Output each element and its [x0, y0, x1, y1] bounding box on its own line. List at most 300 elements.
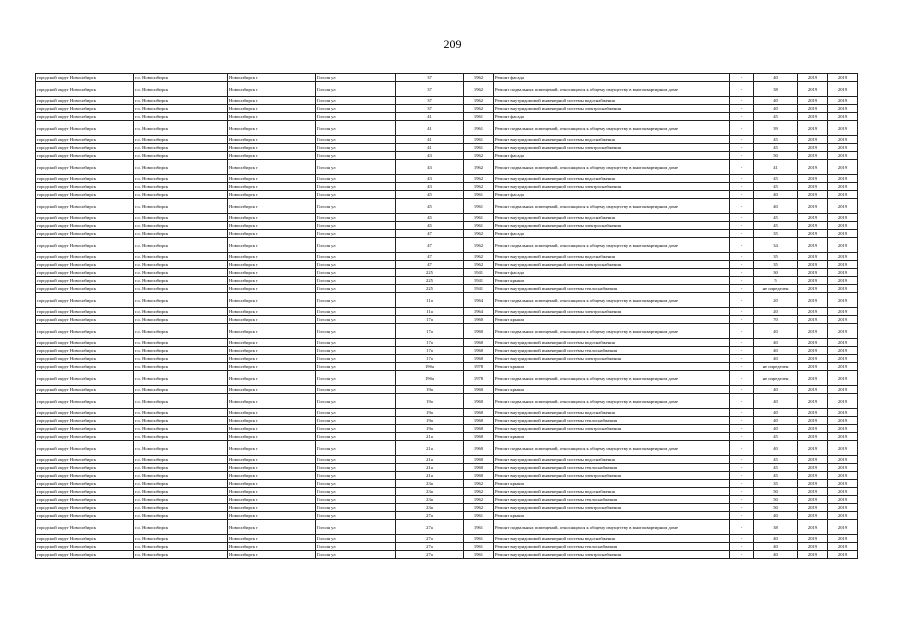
- dash-cell: -: [730, 480, 754, 488]
- dash-cell: -: [730, 253, 754, 261]
- year-end-cell: 2019: [828, 105, 858, 113]
- city-cell: Новосибирск г: [228, 409, 316, 417]
- year-end-cell: 2019: [828, 199, 858, 214]
- municipality-cell: городской округ Новосибирск: [36, 480, 134, 488]
- district-cell: г.о. Новосибирск: [134, 214, 228, 222]
- house-cell: 21а: [396, 441, 464, 456]
- district-cell: г.о. Новосибирск: [134, 113, 228, 121]
- municipality-cell: городской округ Новосибирск: [36, 316, 134, 324]
- dash-cell: -: [730, 269, 754, 277]
- house-cell: 17а: [396, 347, 464, 355]
- dash-cell: -: [730, 371, 754, 386]
- street-cell: Гоголя ул: [316, 535, 396, 543]
- work-type-cell: Ремонт крыши: [494, 363, 730, 371]
- work-type-cell: Ремонт подвальных помещений, относящихся к общему имуществу в многоквартирном доме: [494, 371, 730, 386]
- municipality-cell: городской округ Новосибирск: [36, 472, 134, 480]
- dash-cell: -: [730, 308, 754, 316]
- work-type-cell: Ремонт внутридомовой инженерной системы электроснабжения: [494, 261, 730, 269]
- street-cell: Гоголя ул: [316, 253, 396, 261]
- city-cell: Новосибирск г: [228, 152, 316, 160]
- dash-cell: -: [730, 339, 754, 347]
- table-row: [36, 394, 858, 409]
- year-end-cell: 2019: [828, 277, 858, 285]
- year-end-cell: 2019: [828, 152, 858, 160]
- table-row: [36, 253, 858, 261]
- table-row: [36, 308, 858, 316]
- table-row: [36, 472, 858, 480]
- year-start-cell: 2019: [798, 238, 828, 253]
- district-cell: г.о. Новосибирск: [134, 82, 228, 97]
- year-start-cell: 2019: [798, 316, 828, 324]
- dash-cell: -: [730, 105, 754, 113]
- house-cell: 27а: [396, 520, 464, 535]
- district-cell: г.о. Новосибирск: [134, 253, 228, 261]
- district-cell: г.о. Новосибирск: [134, 238, 228, 253]
- dash-cell: -: [730, 74, 754, 82]
- dash-cell: -: [730, 417, 754, 425]
- table-row: [36, 488, 858, 496]
- city-cell: Новосибирск г: [228, 230, 316, 238]
- street-cell: Гоголя ул: [316, 74, 396, 82]
- street-cell: Гоголя ул: [316, 425, 396, 433]
- city-cell: Новосибирск г: [228, 308, 316, 316]
- house-cell: 27а: [396, 535, 464, 543]
- table-row: [36, 512, 858, 520]
- work-type-cell: Ремонт фасада: [494, 230, 730, 238]
- year-built-cell: 1964: [464, 308, 494, 316]
- city-cell: Новосибирск г: [228, 113, 316, 121]
- dash-cell: -: [730, 464, 754, 472]
- house-cell: 43: [396, 175, 464, 183]
- table-row: [36, 520, 858, 535]
- municipality-cell: городской округ Новосибирск: [36, 551, 134, 559]
- district-cell: г.о. Новосибирск: [134, 394, 228, 409]
- house-cell: 23а: [396, 504, 464, 512]
- year-end-cell: 2019: [828, 496, 858, 504]
- year-built-cell: 1960: [464, 425, 494, 433]
- house-cell: 37: [396, 97, 464, 105]
- year-end-cell: 2019: [828, 74, 858, 82]
- year-end-cell: 2019: [828, 144, 858, 152]
- value-cell: 50: [754, 488, 798, 496]
- city-cell: Новосибирск г: [228, 277, 316, 285]
- street-cell: Гоголя ул: [316, 191, 396, 199]
- table-row: [36, 433, 858, 441]
- work-type-cell: Ремонт крыши: [494, 277, 730, 285]
- house-cell: 41: [396, 144, 464, 152]
- municipality-cell: городской округ Новосибирск: [36, 230, 134, 238]
- year-built-cell: 1962: [464, 175, 494, 183]
- house-cell: 45: [396, 199, 464, 214]
- dash-cell: -: [730, 175, 754, 183]
- street-cell: Гоголя ул: [316, 386, 396, 394]
- table-row: [36, 496, 858, 504]
- year-start-cell: 2019: [798, 285, 828, 293]
- year-built-cell: 1961: [464, 551, 494, 559]
- work-type-cell: Ремонт фасада: [494, 152, 730, 160]
- street-cell: Гоголя ул: [316, 456, 396, 464]
- year-end-cell: 2019: [828, 417, 858, 425]
- year-built-cell: 1960: [464, 472, 494, 480]
- dash-cell: -: [730, 496, 754, 504]
- district-cell: г.о. Новосибирск: [134, 277, 228, 285]
- municipality-cell: городской округ Новосибирск: [36, 441, 134, 456]
- year-start-cell: 2019: [798, 339, 828, 347]
- house-cell: 23а: [396, 496, 464, 504]
- street-cell: Гоголя ул: [316, 464, 396, 472]
- year-start-cell: 2019: [798, 504, 828, 512]
- district-cell: г.о. Новосибирск: [134, 551, 228, 559]
- year-start-cell: 2019: [798, 175, 828, 183]
- work-type-cell: Ремонт внутридомовой инженерной системы теплоснабжения: [494, 285, 730, 293]
- house-cell: 19а: [396, 394, 464, 409]
- year-built-cell: 1962: [464, 82, 494, 97]
- year-built-cell: 1961: [464, 144, 494, 152]
- work-type-cell: Ремонт внутридомовой инженерной системы электроснабжения: [494, 105, 730, 113]
- street-cell: Гоголя ул: [316, 520, 396, 535]
- district-cell: г.о. Новосибирск: [134, 160, 228, 175]
- district-cell: г.о. Новосибирск: [134, 269, 228, 277]
- dash-cell: -: [730, 136, 754, 144]
- value-cell: 40: [754, 199, 798, 214]
- value-cell: не определен: [754, 363, 798, 371]
- table-row: [36, 417, 858, 425]
- district-cell: г.о. Новосибирск: [134, 480, 228, 488]
- dash-cell: -: [730, 504, 754, 512]
- dash-cell: -: [730, 394, 754, 409]
- street-cell: Гоголя ул: [316, 417, 396, 425]
- table-row: [36, 347, 858, 355]
- year-end-cell: 2019: [828, 464, 858, 472]
- year-built-cell: 1962: [464, 504, 494, 512]
- value-cell: 45: [754, 214, 798, 222]
- table-row: [36, 152, 858, 160]
- value-cell: 40: [754, 394, 798, 409]
- year-built-cell: 1961: [464, 535, 494, 543]
- district-cell: г.о. Новосибирск: [134, 152, 228, 160]
- year-end-cell: 2019: [828, 308, 858, 316]
- city-cell: Новосибирск г: [228, 191, 316, 199]
- value-cell: 40: [754, 74, 798, 82]
- city-cell: Новосибирск г: [228, 504, 316, 512]
- city-cell: Новосибирск г: [228, 417, 316, 425]
- street-cell: Гоголя ул: [316, 183, 396, 191]
- district-cell: г.о. Новосибирск: [134, 97, 228, 105]
- value-cell: 20: [754, 308, 798, 316]
- year-end-cell: 2019: [828, 121, 858, 136]
- district-cell: г.о. Новосибирск: [134, 417, 228, 425]
- dash-cell: -: [730, 183, 754, 191]
- dash-cell: -: [730, 551, 754, 559]
- table-row: [36, 386, 858, 394]
- municipality-cell: городской округ Новосибирск: [36, 293, 134, 308]
- municipality-cell: городской округ Новосибирск: [36, 488, 134, 496]
- work-type-cell: Ремонт внутридомовой инженерной системы водоснабжения: [494, 456, 730, 464]
- street-cell: Гоголя ул: [316, 277, 396, 285]
- dash-cell: -: [730, 199, 754, 214]
- value-cell: 30: [754, 269, 798, 277]
- district-cell: г.о. Новосибирск: [134, 175, 228, 183]
- year-start-cell: 2019: [798, 121, 828, 136]
- value-cell: 50: [754, 496, 798, 504]
- table-row: [36, 355, 858, 363]
- municipality-cell: городской округ Новосибирск: [36, 253, 134, 261]
- year-end-cell: 2019: [828, 480, 858, 488]
- year-start-cell: 2019: [798, 136, 828, 144]
- house-cell: 41: [396, 113, 464, 121]
- district-cell: г.о. Новосибирск: [134, 363, 228, 371]
- table-row: [36, 535, 858, 543]
- year-start-cell: 2019: [798, 74, 828, 82]
- dash-cell: -: [730, 144, 754, 152]
- street-cell: Гоголя ул: [316, 144, 396, 152]
- district-cell: г.о. Новосибирск: [134, 261, 228, 269]
- city-cell: Новосибирск г: [228, 316, 316, 324]
- municipality-cell: городской округ Новосибирск: [36, 535, 134, 543]
- value-cell: 5: [754, 277, 798, 285]
- district-cell: г.о. Новосибирск: [134, 136, 228, 144]
- table-row: [36, 324, 858, 339]
- table-row: [36, 269, 858, 277]
- city-cell: Новосибирск г: [228, 496, 316, 504]
- year-end-cell: 2019: [828, 222, 858, 230]
- year-end-cell: 2019: [828, 355, 858, 363]
- house-cell: 17а: [396, 355, 464, 363]
- year-start-cell: 2019: [798, 113, 828, 121]
- table-row: [36, 160, 858, 175]
- value-cell: 40: [754, 324, 798, 339]
- work-type-cell: Ремонт внутридомовой инженерной системы водоснабжения: [494, 253, 730, 261]
- value-cell: 45: [754, 433, 798, 441]
- table-row: [36, 551, 858, 559]
- street-cell: Гоголя ул: [316, 261, 396, 269]
- dash-cell: -: [730, 152, 754, 160]
- city-cell: Новосибирск г: [228, 253, 316, 261]
- year-start-cell: 2019: [798, 433, 828, 441]
- dash-cell: -: [730, 409, 754, 417]
- year-start-cell: 2019: [798, 214, 828, 222]
- street-cell: Гоголя ул: [316, 512, 396, 520]
- year-end-cell: 2019: [828, 441, 858, 456]
- value-cell: 40: [754, 409, 798, 417]
- district-cell: г.о. Новосибирск: [134, 409, 228, 417]
- house-cell: 21а: [396, 456, 464, 464]
- year-built-cell: 1962: [464, 183, 494, 191]
- street-cell: Гоголя ул: [316, 293, 396, 308]
- street-cell: Гоголя ул: [316, 504, 396, 512]
- year-end-cell: 2019: [828, 113, 858, 121]
- year-built-cell: 1964: [464, 293, 494, 308]
- house-cell: 17а: [396, 316, 464, 324]
- work-type-cell: Ремонт внутридомовой инженерной системы теплоснабжения: [494, 464, 730, 472]
- municipality-cell: городской округ Новосибирск: [36, 417, 134, 425]
- dash-cell: -: [730, 230, 754, 238]
- city-cell: Новосибирск г: [228, 285, 316, 293]
- dash-cell: -: [730, 386, 754, 394]
- city-cell: Новосибирск г: [228, 199, 316, 214]
- value-cell: 35: [754, 261, 798, 269]
- city-cell: Новосибирск г: [228, 175, 316, 183]
- year-start-cell: 2019: [798, 371, 828, 386]
- district-cell: г.о. Новосибирск: [134, 191, 228, 199]
- value-cell: 45: [754, 472, 798, 480]
- street-cell: Гоголя ул: [316, 82, 396, 97]
- city-cell: Новосибирск г: [228, 441, 316, 456]
- house-cell: 43: [396, 160, 464, 175]
- work-type-cell: Ремонт подвальных помещений, относящихся к общему имуществу в многоквартирном доме: [494, 293, 730, 308]
- city-cell: Новосибирск г: [228, 144, 316, 152]
- work-type-cell: Ремонт внутридомовой инженерной системы электроснабжения: [494, 222, 730, 230]
- table-row: [36, 261, 858, 269]
- work-type-cell: Ремонт внутридомовой инженерной системы водоснабжения: [494, 214, 730, 222]
- street-cell: Гоголя ул: [316, 316, 396, 324]
- year-start-cell: 2019: [798, 394, 828, 409]
- year-end-cell: 2019: [828, 504, 858, 512]
- city-cell: Новосибирск г: [228, 269, 316, 277]
- year-end-cell: 2019: [828, 488, 858, 496]
- table-row: [36, 230, 858, 238]
- district-cell: г.о. Новосибирск: [134, 183, 228, 191]
- year-start-cell: 2019: [798, 417, 828, 425]
- table-row: [36, 363, 858, 371]
- year-end-cell: 2019: [828, 394, 858, 409]
- table-row: [36, 121, 858, 136]
- house-cell: 21а: [396, 433, 464, 441]
- dash-cell: -: [730, 543, 754, 551]
- year-end-cell: 2019: [828, 160, 858, 175]
- year-start-cell: 2019: [798, 512, 828, 520]
- year-built-cell: 1962: [464, 488, 494, 496]
- year-built-cell: 1960: [464, 324, 494, 339]
- city-cell: Новосибирск г: [228, 261, 316, 269]
- work-type-cell: Ремонт внутридомовой инженерной системы водоснабжения: [494, 175, 730, 183]
- district-cell: г.о. Новосибирск: [134, 324, 228, 339]
- year-built-cell: 1962: [464, 480, 494, 488]
- municipality-cell: городской округ Новосибирск: [36, 136, 134, 144]
- year-start-cell: 2019: [798, 472, 828, 480]
- city-cell: Новосибирск г: [228, 433, 316, 441]
- value-cell: 34: [754, 238, 798, 253]
- dash-cell: -: [730, 285, 754, 293]
- municipality-cell: городской округ Новосибирск: [36, 261, 134, 269]
- value-cell: 50: [754, 504, 798, 512]
- dash-cell: -: [730, 121, 754, 136]
- house-cell: 41: [396, 121, 464, 136]
- city-cell: Новосибирск г: [228, 488, 316, 496]
- dash-cell: -: [730, 363, 754, 371]
- street-cell: Гоголя ул: [316, 394, 396, 409]
- year-end-cell: 2019: [828, 175, 858, 183]
- year-start-cell: 2019: [798, 277, 828, 285]
- house-cell: 47: [396, 261, 464, 269]
- municipality-cell: городской округ Новосибирск: [36, 394, 134, 409]
- city-cell: Новосибирск г: [228, 543, 316, 551]
- house-cell: 19а: [396, 425, 464, 433]
- house-cell: 17а: [396, 339, 464, 347]
- city-cell: Новосибирск г: [228, 160, 316, 175]
- year-built-cell: 1961: [464, 199, 494, 214]
- house-cell: 225: [396, 277, 464, 285]
- value-cell: 40: [754, 441, 798, 456]
- house-cell: 19ба: [396, 363, 464, 371]
- municipality-cell: городской округ Новосибирск: [36, 74, 134, 82]
- street-cell: Гоголя ул: [316, 409, 396, 417]
- street-cell: Гоголя ул: [316, 136, 396, 144]
- table-row: [36, 191, 858, 199]
- year-end-cell: 2019: [828, 191, 858, 199]
- city-cell: Новосибирск г: [228, 324, 316, 339]
- district-cell: г.о. Новосибирск: [134, 441, 228, 456]
- table-row: [36, 222, 858, 230]
- year-end-cell: 2019: [828, 97, 858, 105]
- repair-schedule-table: [35, 73, 858, 559]
- house-cell: 19а: [396, 409, 464, 417]
- house-cell: 47: [396, 253, 464, 261]
- municipality-cell: городской округ Новосибирск: [36, 386, 134, 394]
- work-type-cell: Ремонт крыши: [494, 433, 730, 441]
- table-body: [36, 74, 858, 559]
- work-type-cell: Ремонт внутридомовой инженерной системы электроснабжения: [494, 425, 730, 433]
- municipality-cell: городской округ Новосибирск: [36, 464, 134, 472]
- municipality-cell: городской округ Новосибирск: [36, 324, 134, 339]
- house-cell: 21а: [396, 472, 464, 480]
- work-type-cell: Ремонт фасада: [494, 113, 730, 121]
- year-end-cell: 2019: [828, 425, 858, 433]
- year-start-cell: 2019: [798, 551, 828, 559]
- street-cell: Гоголя ул: [316, 472, 396, 480]
- year-built-cell: 1960: [464, 433, 494, 441]
- municipality-cell: городской округ Новосибирск: [36, 512, 134, 520]
- year-built-cell: 1960: [464, 409, 494, 417]
- district-cell: г.о. Новосибирск: [134, 371, 228, 386]
- page-number: 209: [443, 37, 462, 51]
- street-cell: Гоголя ул: [316, 113, 396, 121]
- dash-cell: -: [730, 97, 754, 105]
- table-row: [36, 293, 858, 308]
- year-end-cell: 2019: [828, 261, 858, 269]
- district-cell: г.о. Новосибирск: [134, 386, 228, 394]
- dash-cell: -: [730, 82, 754, 97]
- municipality-cell: городской округ Новосибирск: [36, 347, 134, 355]
- year-built-cell: 1961: [464, 214, 494, 222]
- work-type-cell: Ремонт подвальных помещений, относящихся к общему имуществу в многоквартирном доме: [494, 238, 730, 253]
- table-row: [36, 183, 858, 191]
- municipality-cell: городской округ Новосибирск: [36, 82, 134, 97]
- year-built-cell: 1961: [464, 113, 494, 121]
- table-row: [36, 82, 858, 97]
- year-end-cell: 2019: [828, 371, 858, 386]
- table-row: [36, 371, 858, 386]
- year-start-cell: 2019: [798, 456, 828, 464]
- house-cell: 21а: [396, 464, 464, 472]
- year-built-cell: 1960: [464, 464, 494, 472]
- year-built-cell: 1962: [464, 261, 494, 269]
- work-type-cell: Ремонт внутридомовой инженерной системы электроснабжения: [494, 308, 730, 316]
- year-end-cell: 2019: [828, 82, 858, 97]
- work-type-cell: Ремонт внутридомовой инженерной системы теплоснабжения: [494, 496, 730, 504]
- district-cell: г.о. Новосибирск: [134, 472, 228, 480]
- dash-cell: -: [730, 238, 754, 253]
- house-cell: 11а: [396, 293, 464, 308]
- house-cell: 17а: [396, 324, 464, 339]
- district-cell: г.о. Новосибирск: [134, 121, 228, 136]
- house-cell: 225: [396, 285, 464, 293]
- year-end-cell: 2019: [828, 253, 858, 261]
- municipality-cell: городской округ Новосибирск: [36, 456, 134, 464]
- work-type-cell: Ремонт внутридомовой инженерной системы электроснабжения: [494, 472, 730, 480]
- year-start-cell: 2019: [798, 269, 828, 277]
- value-cell: 40: [754, 191, 798, 199]
